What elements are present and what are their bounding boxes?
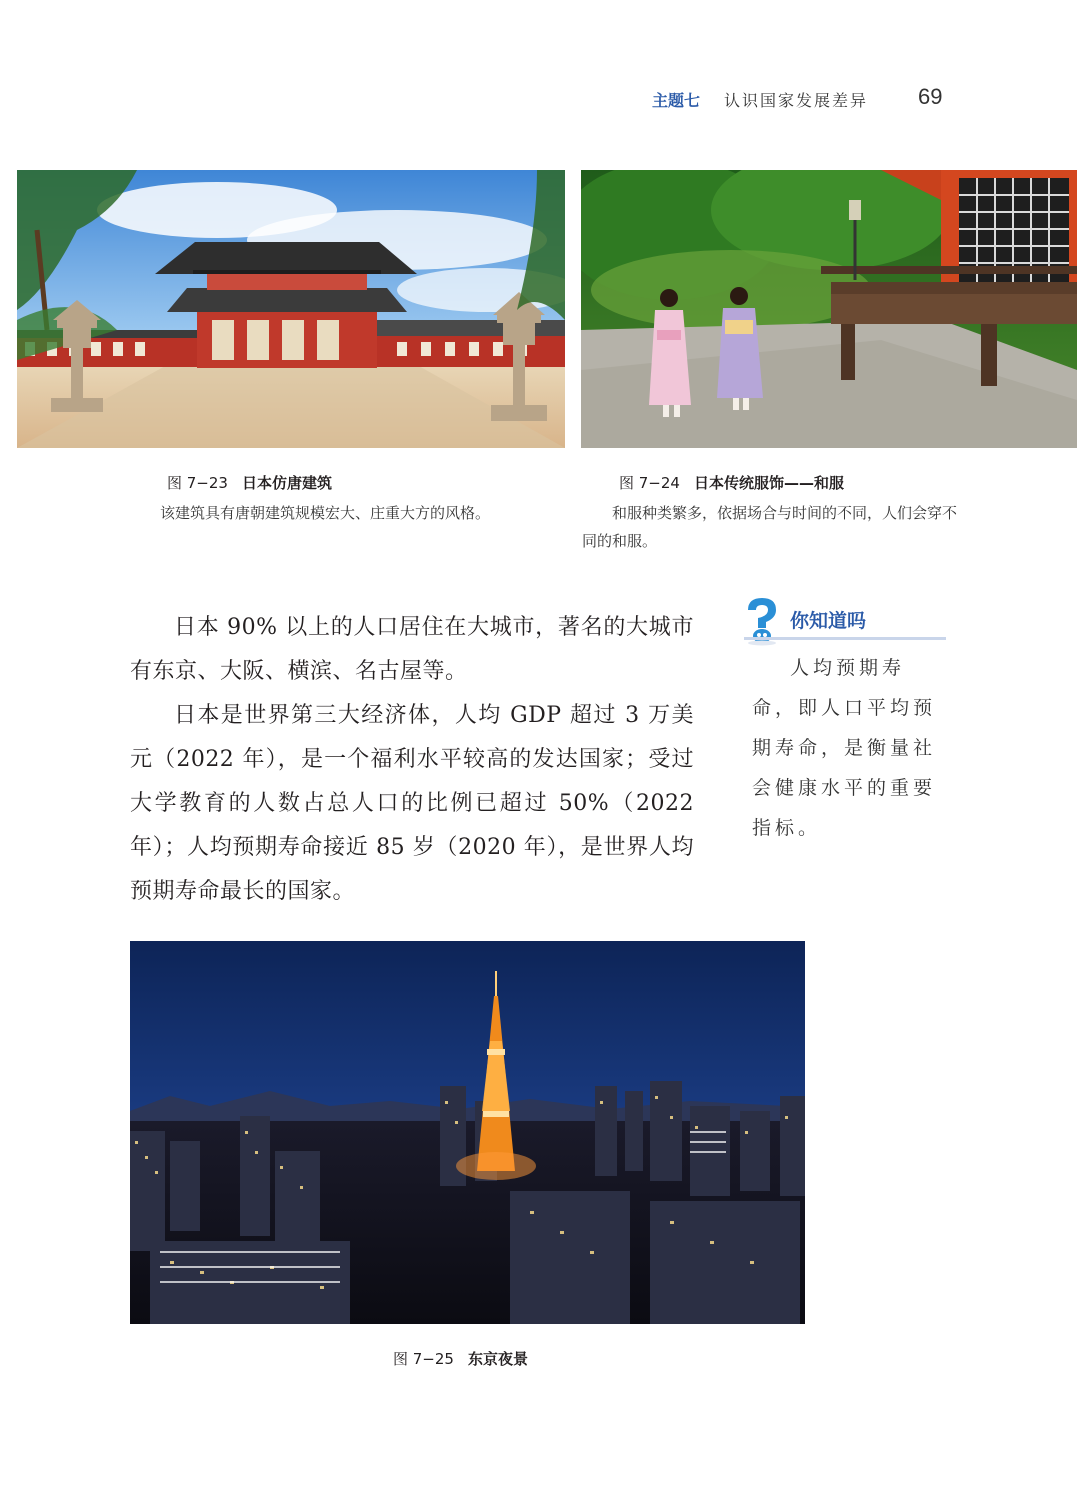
divider	[744, 637, 946, 640]
figure-title: 东京夜景	[467, 1350, 528, 1368]
paragraph: 日本是世界第三大经济体，人均 GDP 超过 3 万美元（2022 年），是一个福利水平较高的发达国家；受过大学教育的人数占总人口的比例已超过 50%（2022 年）；人均预期寿命接近 85 岁（2020 年），是世界人均预期寿命最长的国家。	[130, 703, 694, 904]
temple-gate-photo	[17, 170, 565, 448]
kimono-photo	[581, 170, 1077, 448]
body-text	[130, 606, 694, 914]
tokyo-night-photo	[130, 941, 805, 1324]
figure-description: 该建筑具有唐朝建筑规模宏大、庄重大方的风格。	[160, 504, 491, 522]
figure-title: 日本传统服饰——和服	[693, 474, 844, 492]
figure-description: 和服种类繁多，依据场合与时间的不同，人们会穿不同的和服。	[582, 504, 958, 550]
did-you-know-title: 你知道吗	[790, 610, 867, 632]
figure-number: 图 7−24	[619, 474, 680, 492]
did-you-know-text: 人均预期寿命，即人口平均预期寿命，是衡量社会健康水平的重要指标。	[752, 657, 937, 839]
header-topic: 主题七	[652, 91, 701, 110]
figure-number: 图 7−25	[393, 1350, 454, 1368]
figure-title: 日本仿唐建筑	[241, 474, 332, 492]
header-title: 认识国家发展差异	[724, 91, 869, 110]
figure-caption-title	[393, 1348, 528, 1369]
paragraph: 日本 90% 以上的人口居住在大城市，著名的大城市有东京、大阪、横滨、名古屋等。	[130, 615, 694, 684]
figure-caption-title	[619, 472, 844, 493]
figure-caption-title	[167, 472, 332, 493]
page-number: 69	[918, 84, 943, 109]
figure-number: 图 7−23	[167, 474, 228, 492]
